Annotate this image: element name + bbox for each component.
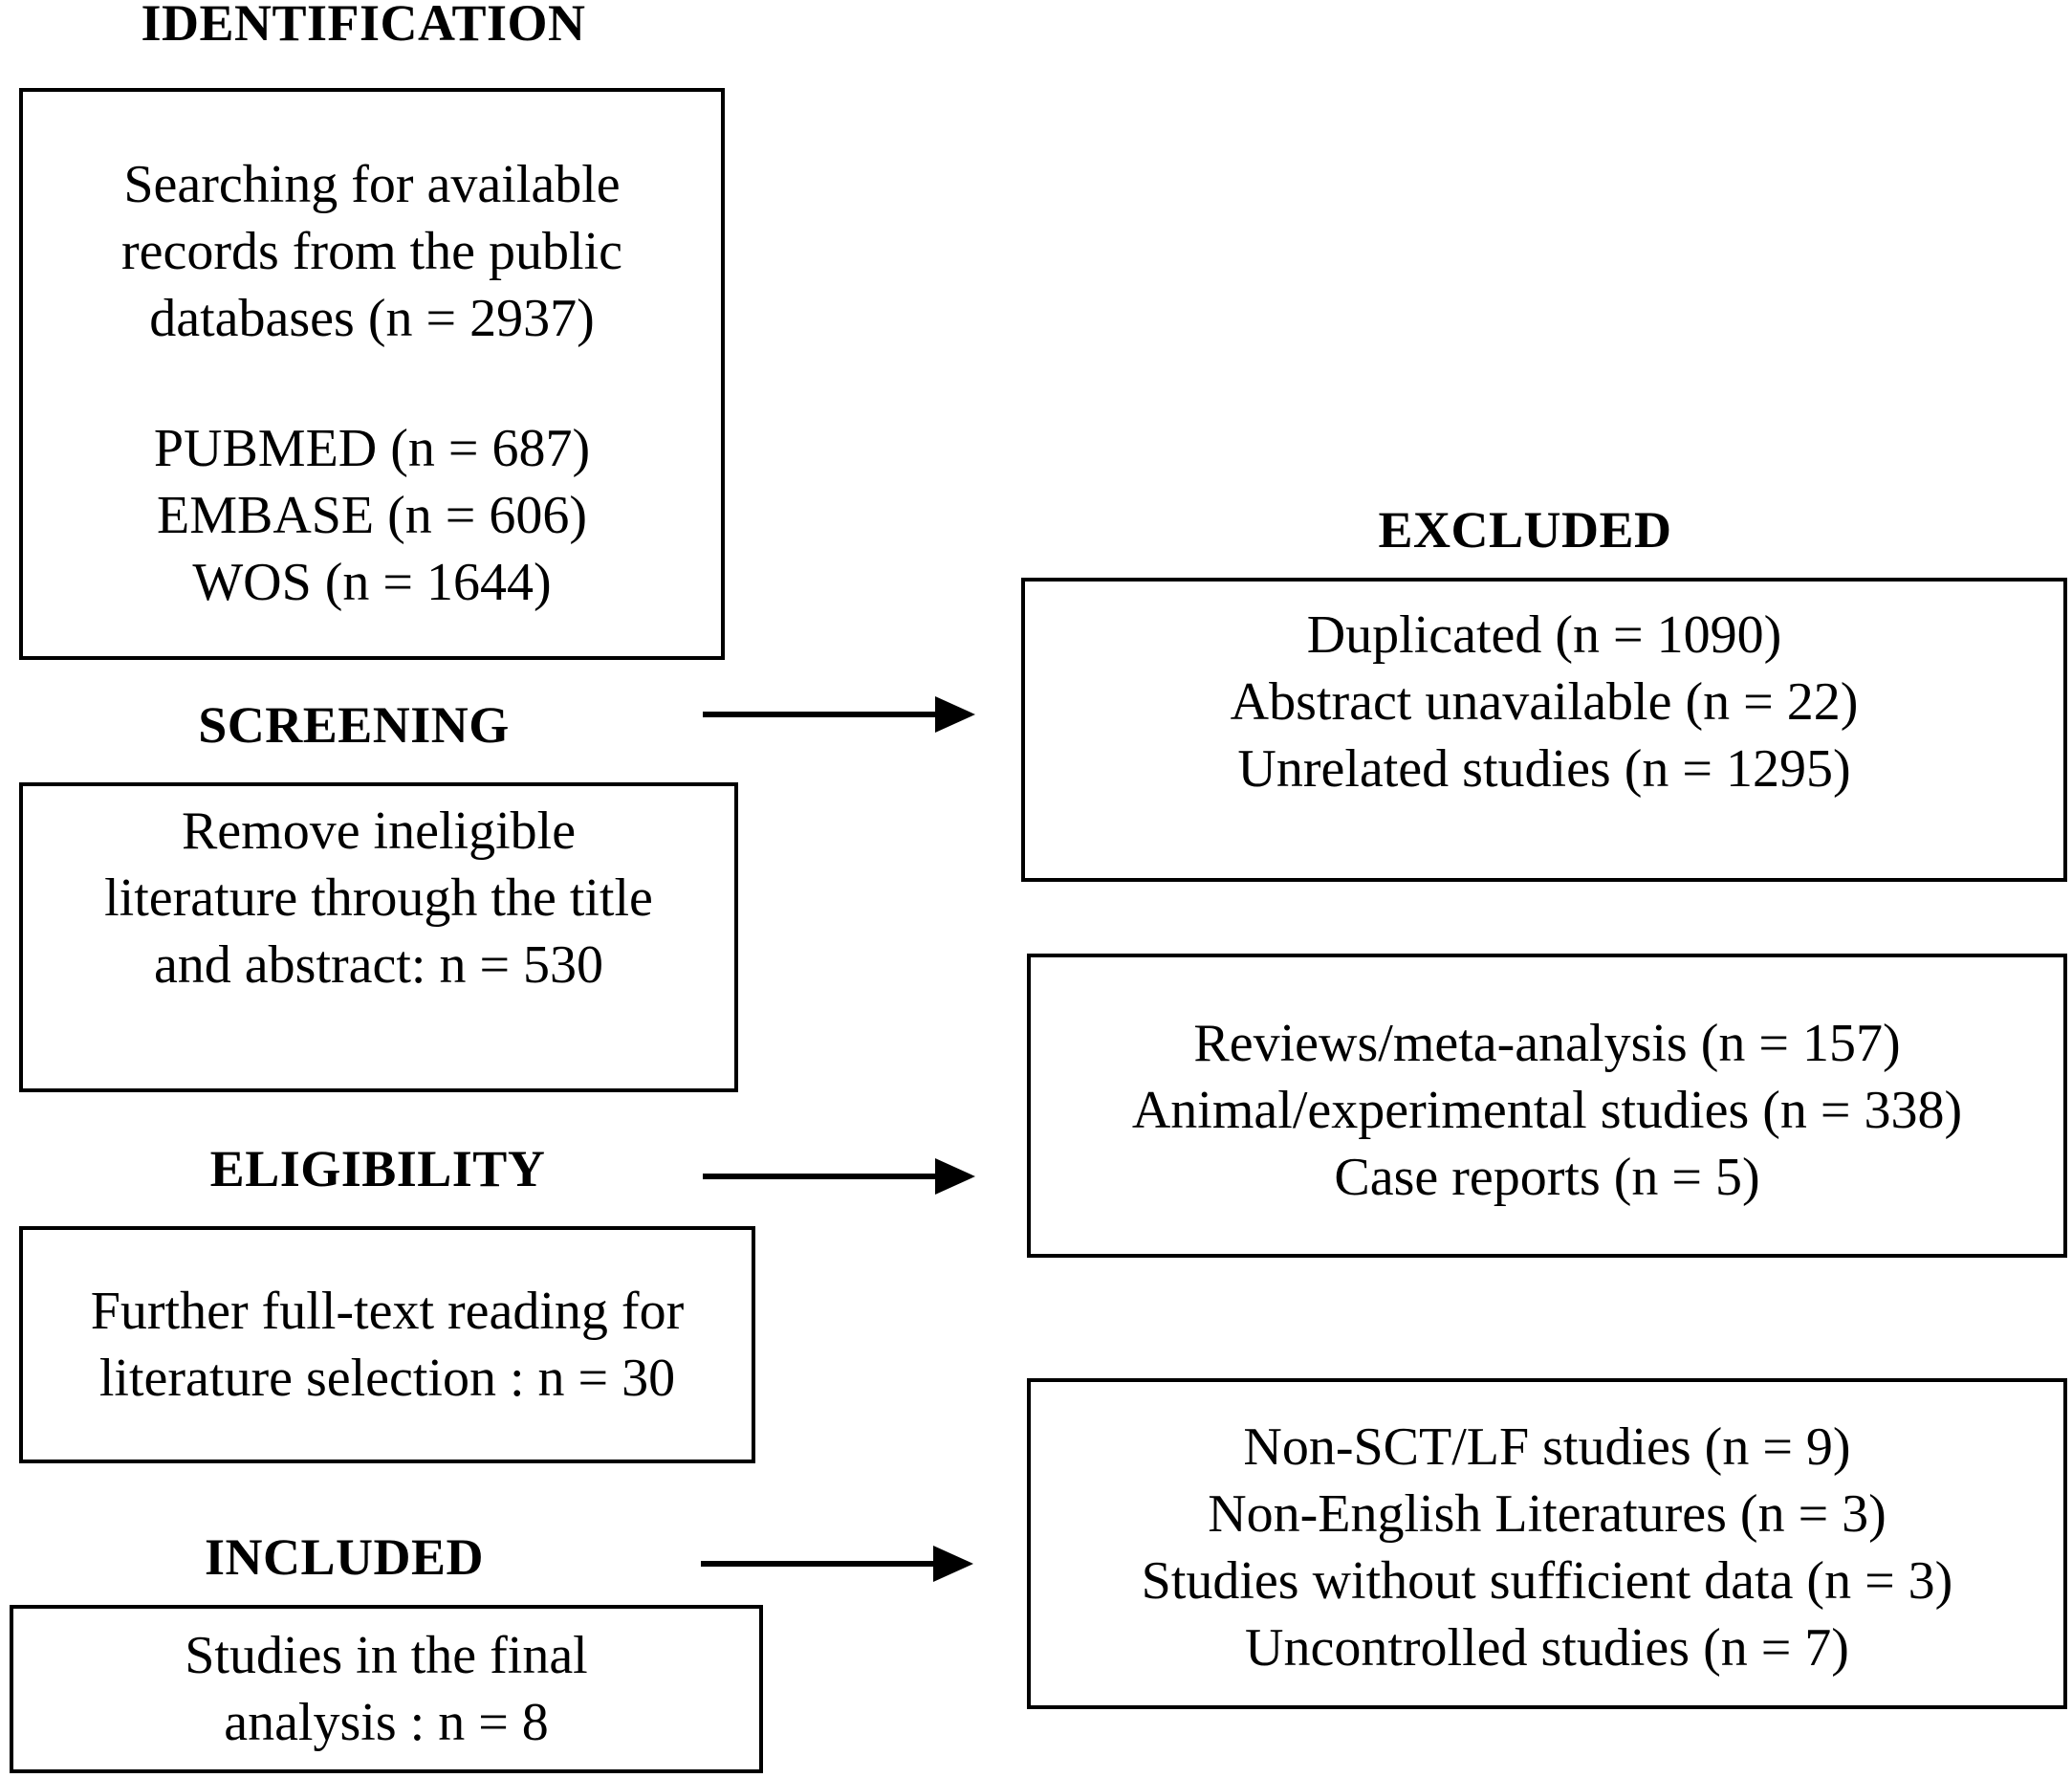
excluded-heading: EXCLUDED [1378, 501, 1672, 559]
excluded-included-box [1027, 1378, 2067, 1709]
included-line: Studies in the final [185, 1626, 588, 1685]
excluded-eligibility-text [1031, 1010, 2063, 1211]
exclusion-animal-studies: Animal/experimental studies (n = 338) [1131, 1081, 1963, 1140]
eligibility-heading: ELIGIBILITY [209, 1140, 546, 1197]
identification-line: records from the public [120, 222, 623, 281]
exclusion-unrelated-studies: Unrelated studies (n = 1295) [1237, 739, 1851, 799]
excluded-eligibility-box [1027, 954, 2067, 1258]
screening-arrow [698, 691, 985, 738]
database-count-pubmed: PUBMED (n = 687) [153, 419, 591, 478]
included-arrow [696, 1540, 983, 1588]
excluded-included-text [1031, 1414, 2063, 1681]
exclusion-non-english: Non-English Literatures (n = 3) [1208, 1484, 1887, 1544]
excluded-screening-text [1025, 602, 2063, 802]
eligibility-arrow [698, 1152, 985, 1200]
exclusion-abstract-unavailable: Abstract unavailable (n = 22) [1230, 672, 1859, 732]
screening-heading: SCREENING [198, 696, 510, 754]
screening-box [19, 782, 738, 1092]
database-count-wos: WOS (n = 1644) [192, 553, 552, 612]
screening-line: literature through the title [104, 868, 653, 928]
spacer [23, 352, 721, 415]
eligibility-box [19, 1226, 755, 1463]
excluded-screening-box [1021, 578, 2067, 882]
exclusion-reviews: Reviews/meta-analysis (n = 157) [1193, 1014, 1901, 1073]
exclusion-case-reports: Case reports (n = 5) [1334, 1148, 1760, 1207]
identification-line: Searching for available [123, 155, 621, 214]
exclusion-insufficient-data: Studies without sufficient data (n = 3) [1141, 1551, 1953, 1611]
identification-box [19, 88, 725, 660]
eligibility-box-text [23, 1278, 752, 1412]
exclusion-uncontrolled: Uncontrolled studies (n = 7) [1245, 1618, 1849, 1678]
screening-line: Remove ineligible [181, 801, 577, 861]
identification-heading: IDENTIFICATION [141, 0, 586, 52]
identification-box-text [23, 151, 721, 616]
exclusion-non-sct-lf: Non-SCT/LF studies (n = 9) [1243, 1417, 1851, 1477]
screening-box-text [23, 798, 734, 999]
database-count-embase: EMBASE (n = 606) [156, 486, 588, 545]
eligibility-line: Further full-text reading for [90, 1282, 685, 1341]
identification-line: databases (n = 2937) [149, 289, 595, 348]
included-heading: INCLUDED [204, 1528, 485, 1586]
exclusion-duplicated: Duplicated (n = 1090) [1306, 605, 1782, 665]
included-box-text [13, 1622, 759, 1756]
included-box [10, 1605, 763, 1773]
included-line: analysis : n = 8 [224, 1693, 549, 1752]
eligibility-line: literature selection : n = 30 [98, 1349, 676, 1408]
screening-line: and abstract: n = 530 [153, 935, 604, 995]
